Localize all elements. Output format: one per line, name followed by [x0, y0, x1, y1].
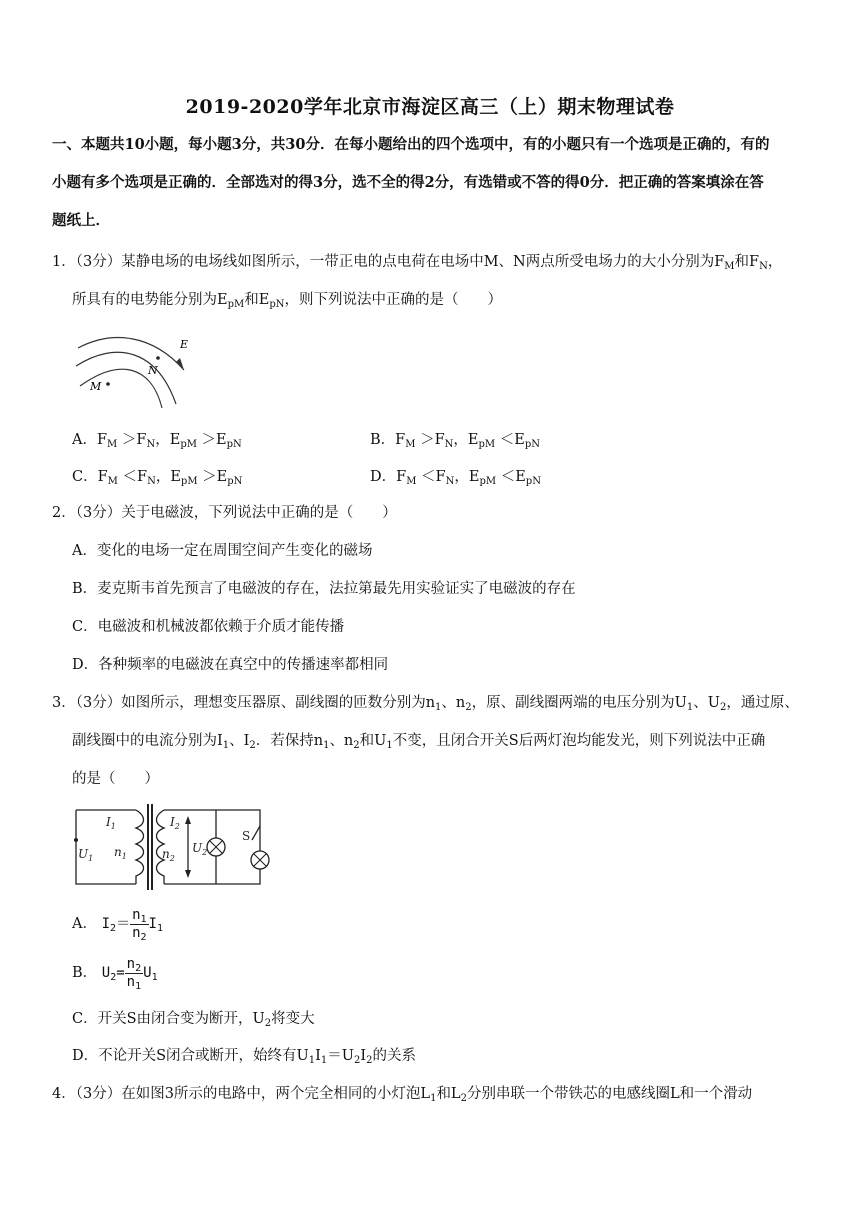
q2-option-d[interactable]: D．各种频率的电磁波在真空中的传播速率都相同 — [72, 657, 389, 673]
label-n1: $n_1$ — [114, 845, 127, 861]
q2-option-c[interactable]: C．电磁波和机械波都依赖于介质才能传播 — [72, 619, 345, 635]
section-line-2: 小题有多个选项是正确的．全部选对的得3分，选不全的得2分，有选错或不答的得0分．把正确的答案填涂在答 — [52, 174, 764, 191]
q1-stem-line-1: 1．（3分）某静电场的电场线如图所示，一带正电的点电荷在电场中M、N两点所受电场力的大小分别为$F_M$和$F_N$， — [52, 254, 783, 272]
q1-option-d[interactable]: D．$F_M <F_N$，$E_{pM} <E_{pN}$ — [370, 469, 541, 487]
q4-stem-line-1: 4．（3分）在如图3所示的电路中，两个完全相同的小灯泡$L_1$和$L_2$分别串联一个带铁芯的电感线圈L和一个滑动 — [52, 1086, 753, 1104]
electric-field-figure — [72, 322, 202, 414]
label-switch-s: S — [242, 829, 251, 843]
section-line-3: 题纸上． — [52, 212, 110, 229]
q3-stem-line-3: 的是（ ） — [72, 771, 159, 787]
q1-option-a[interactable]: A．$F_M >F_N$，$E_{pM} >E_{pN}$ — [72, 432, 242, 450]
q1-stem-line-2: 所具有的电势能分别为$E_{pM}$和$E_{pN}$，则下列说法中正确的是（ ） — [72, 292, 502, 310]
label-u2: $U_2$ — [192, 841, 208, 857]
q2-stem: 2．（3分）关于电磁波，下列说法中正确的是（ ） — [52, 505, 397, 521]
field-label-e: E — [180, 338, 189, 351]
q3-option-a[interactable]: A． $I_2=$ $\frac{n_1}{n_2}$ $I_1$ — [72, 906, 163, 943]
q2-option-b[interactable]: B．麦克斯韦首先预言了电磁波的存在，法拉第最先用实验证实了电磁波的存在 — [72, 581, 576, 597]
transformer-circuit-figure — [70, 800, 270, 892]
q3-option-c[interactable]: C．开关S由闭合变为断开，$U_2$将变大 — [72, 1011, 315, 1029]
label-u1: $U_1$ — [78, 847, 94, 863]
q3-stem-line-1: 3．（3分）如图所示，理想变压器原、副线圈的匝数分别为$n_1$、$n_2$，原、副线圈两端的电压分别为$U_1$、$U_2$，通过原、 — [52, 695, 799, 713]
q2-option-a[interactable]: A．变化的电场一定在周围空间产生变化的磁场 — [72, 543, 373, 559]
label-i2: $I_2$ — [170, 815, 180, 831]
q3-option-d[interactable]: D．不论开关S闭合或断开，始终有$U_1I_1=U_2I_2$的关系 — [72, 1048, 416, 1066]
point-label-m: M — [90, 380, 102, 393]
exam-title: 2019-2020学年北京市海淀区高三（上）期末物理试卷 — [185, 96, 675, 118]
label-i1: $I_1$ — [106, 815, 116, 831]
q3-stem-line-2: 副线圈中的电流分别为$I_1$、$I_2$．若保持$n_1$、$n_2$和$U_1$不变，且闭合开关S后两灯泡均能发光，则下列说法中正确 — [72, 733, 766, 751]
point-label-n: N — [148, 364, 158, 377]
label-n2: $n_2$ — [162, 847, 175, 863]
section-line-1: 一、本题共10小题，每小题3分，共30分．在每小题给出的四个选项中，有的小题只有一个选项是正确的，有的 — [52, 136, 770, 153]
q3-option-b[interactable]: B． $U_2=$ $\frac{n_2}{n_1}$ $U_1$ — [72, 955, 158, 992]
q1-option-b[interactable]: B．$F_M >F_N$，$E_{pM} <E_{pN}$ — [370, 432, 540, 450]
section-instructions — [52, 126, 822, 240]
q1-option-c[interactable]: C．$F_M <F_N$，$E_{pM} >E_{pN}$ — [72, 469, 243, 487]
